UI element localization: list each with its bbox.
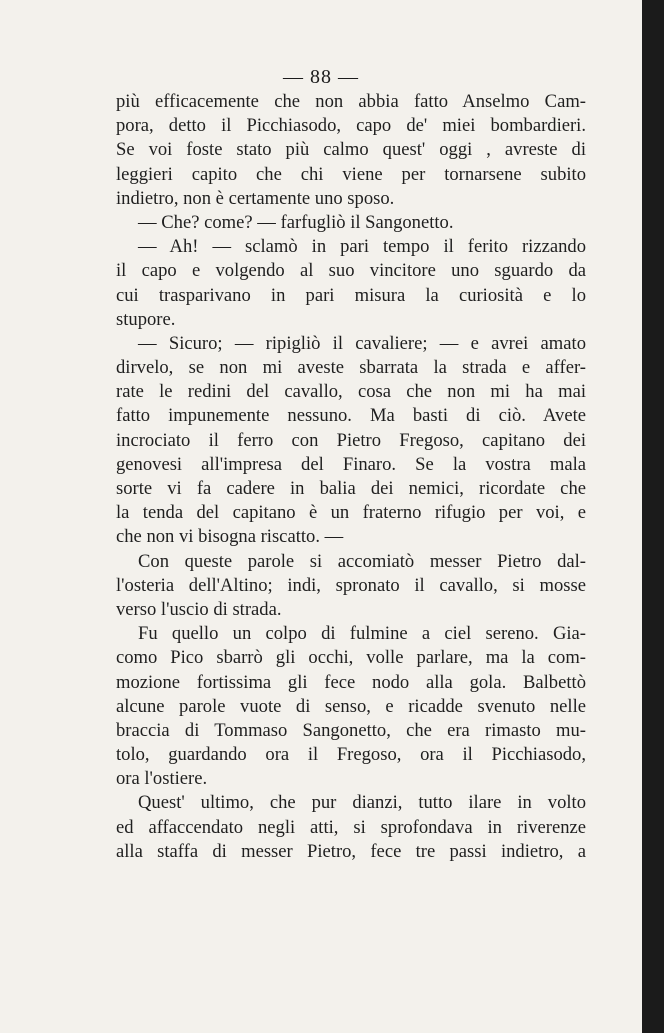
text-line: più efficacemente che non abbia fatto Anselmo Cam- <box>116 91 586 112</box>
text-line: mozione fortissima gli fece nodo alla gola. Balbettò <box>116 671 586 693</box>
text-line: Quest' ultimo, che pur dianzi, tutto ilare in volto <box>138 792 586 814</box>
text-line: alcune parole vuote di senso, e ricadde svenuto nelle <box>116 695 586 717</box>
text-line: alla staffa di messer Pietro, fece tre passi indietro, a <box>116 840 586 862</box>
text-line: stupore. <box>116 308 176 330</box>
text-line: como Pico sbarrò gli occhi, volle parlare, ma la com- <box>116 647 586 669</box>
text-line: ed affaccendato negli atti, si sprofondava in riverenze <box>116 816 586 838</box>
text-line: Se voi foste stato più calmo quest' oggi , avreste di <box>116 139 586 161</box>
text-line: tolo, guardando ora il Fregoso, ora il Picchiasodo, <box>116 744 586 766</box>
text-line: l'osteria dell'Altino; indi, spronato il cavallo, si mosse <box>116 574 586 596</box>
text-line: pora, detto il Picchiasodo, capo de' miei bombardieri. <box>116 115 586 137</box>
paragraph <box>116 90 586 211</box>
text-line: incrociato il ferro con Pietro Fregoso, capitano dei <box>116 429 586 451</box>
text-line: sorte vi fa cadere in balia dei nemici, ricordate che <box>116 478 586 499</box>
text-line: indietro, non è certamente uno sposo. <box>116 187 395 209</box>
text-line: — Ah! — sclamò in pari tempo il ferito rizzando <box>138 236 586 258</box>
paragraph <box>116 791 586 864</box>
body-text <box>116 90 586 864</box>
text-line: Fu quello un colpo di fulmine a ciel sereno. Gia- <box>138 623 586 645</box>
paragraph <box>116 332 586 550</box>
text-line: che non vi bisogna riscatto. — <box>116 526 344 548</box>
paragraph <box>116 550 586 623</box>
text-line: Con queste parole si accomiatò messer Pietro dal- <box>138 550 586 572</box>
text-line: — Che? come? — farfugliò il Sangonetto. <box>138 211 454 233</box>
text-line: dirvelo, se non mi aveste sbarrata la strada e affer- <box>116 357 586 379</box>
text-line: braccia di Tommaso Sangonetto, che era rimasto mu- <box>116 719 586 741</box>
paragraph <box>116 622 586 791</box>
text-line: rate le redini del cavallo, cosa che non mi ha mai <box>116 381 586 403</box>
paragraph <box>116 235 586 332</box>
text-line: la tenda del capitano è un fraterno rifugio per voi, e <box>116 502 586 524</box>
text-line: — Sicuro; — ripigliò il cavaliere; — e avrei amato <box>138 332 586 354</box>
text-line: leggieri capito che chi viene per tornarsene subito <box>116 163 586 185</box>
text-line: ora l'ostiere. <box>116 768 208 790</box>
text-line: il capo e volgendo al suo vincitore uno sguardo da <box>116 260 586 282</box>
paragraph <box>116 211 586 235</box>
text-line: fatto impunemente nessuno. Ma basti di ciò. Avete <box>116 405 586 427</box>
text-line: verso l'uscio di strada. <box>116 598 282 620</box>
text-line: cui trasparivano in pari misura la curiosità e lo <box>116 284 586 306</box>
page-number: — 88 — <box>283 66 359 88</box>
text-line: genovesi all'impresa del Finaro. Se la vostra mala <box>116 453 586 475</box>
